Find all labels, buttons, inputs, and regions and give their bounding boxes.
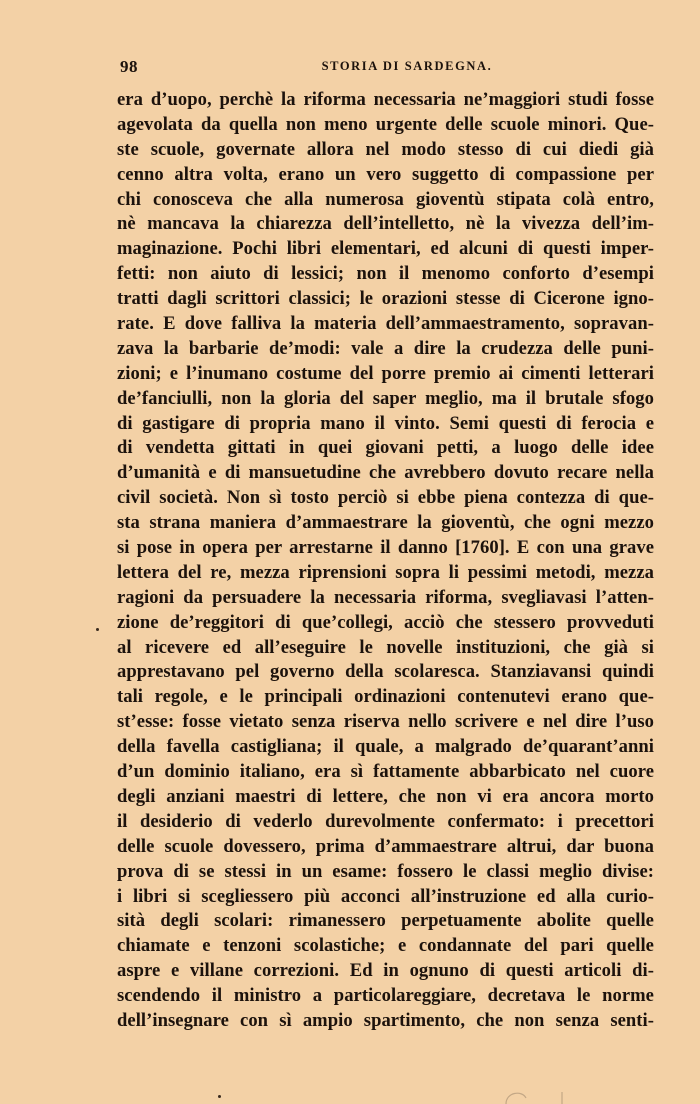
text-line: sità degli scolari: rimanessero perpetuamente abolite quelle (117, 910, 654, 932)
text-line: chiamate e tenzoni scolastiche; e condannate del pari quelle (117, 935, 654, 957)
body-text (117, 88, 654, 1034)
text-line: cenno altra volta, erano un vero suggetto di compassione per (117, 163, 654, 185)
text-line: prova di se stessi in un esame: fossero le classi meglio divise: (117, 860, 654, 882)
text-line: zava la barbarie de’modi: vale a dire la crudezza delle puni- (117, 337, 654, 359)
text-line: di gastigare di propria mano il vinto. Semi questi di ferocia e (117, 412, 654, 434)
text-line: tratti dagli scrittori classici; le orazioni stesse di Cicerone igno- (117, 288, 654, 310)
text-line: nè mancava la chiarezza dell’intelletto, nè la vivezza dell’im- (117, 213, 654, 235)
text-line: lettera del re, mezza riprensioni sopra li pessimi metodi, mezza (117, 561, 654, 583)
text-line: di vendetta gittati in quei giovani petti, a luogo delle idee (117, 437, 654, 459)
text-line: scendendo il ministro a particolareggiare, decretava le norme (117, 985, 654, 1007)
text-line: st’esse: fosse vietato senza riserva nello scrivere e nel dire l’uso (117, 711, 654, 733)
text-line: apprestavano pel governo della scolaresca. Stanziavansi quindi (117, 661, 654, 683)
text-line: agevolata da quella non meno urgente delle scuole minori. Que- (117, 113, 654, 135)
running-title: STORIA DI SARDEGNA. (321, 59, 493, 73)
text-line: i libri si scegliessero più acconci all’instruzione ed alla curio- (117, 885, 654, 907)
margin-speck (96, 628, 99, 631)
running-head (120, 57, 654, 79)
text-line: chi conosceva che alla numerosa gioventù stipata colà entro, (117, 188, 654, 210)
text-line: si pose in opera per arrestarne il danno [1760]. E con una grave (117, 537, 654, 559)
text-line: d’un dominio italiano, era sì fattamente abbarbicato nel cuore (117, 761, 654, 783)
text-line: degli anziani maestri di lettere, che non vi era ancora morto (117, 785, 654, 807)
text-line: dell’insegnare con sì ampio spartimento, che non senza senti- (117, 1009, 654, 1031)
text-line: tali regole, e le principali ordinazioni contenutevi erano que- (117, 686, 654, 708)
text-line: rate. E dove falliva la materia dell’ammaestramento, sopravan- (117, 313, 654, 335)
text-line: zione de’reggitori di que’collegi, acciò che stessero provveduti (117, 611, 654, 633)
text-line: fetti: non aiuto di lessici; non il menomo conforto d’esempi (117, 263, 654, 285)
bottom-speck (218, 1095, 221, 1098)
text-line: ragioni da persuadere la necessaria riforma, svegliavasi l’atten- (117, 586, 654, 608)
text-line: era d’uopo, perchè la riforma necessaria ne’maggiori studi fosse (117, 89, 654, 110)
text-line: civil società. Non sì tosto perciò si ebbe piena contezza di que- (117, 487, 654, 509)
text-line: de’fanciulli, non la gloria del saper meglio, ma il brutale sfogo (117, 387, 654, 409)
text-line: il desiderio di vederlo durevolmente confermato: i precettori (117, 810, 654, 832)
text-line: delle scuole dovessero, prima d’ammaestrare altrui, dar buona (117, 835, 654, 857)
scan-watermark-mark (500, 1086, 620, 1104)
text-line: al ricevere ed all’eseguire le novelle instituzioni, che già si (117, 636, 654, 658)
text-line: zioni; e l’inumano costume del porre premio ai cimenti letterari (117, 362, 654, 384)
text-line: d’umanità e di mansuetudine che avrebbero dovuto recare nella (117, 462, 654, 484)
text-line: aspre e villane correzioni. Ed in ognuno di questi articoli di- (117, 960, 654, 982)
text-line: sta strana maniera d’ammaestrare la gioventù, che ogni mezzo (117, 512, 654, 534)
text-line: della favella castigliana; il quale, a malgrado de’quarant’anni (117, 736, 654, 758)
page-number: 98 (120, 57, 138, 76)
text-line: maginazione. Pochi libri elementari, ed alcuni di questi imper- (117, 238, 654, 260)
text-line: ste scuole, governate allora nel modo stesso di cui diedi già (117, 138, 654, 160)
